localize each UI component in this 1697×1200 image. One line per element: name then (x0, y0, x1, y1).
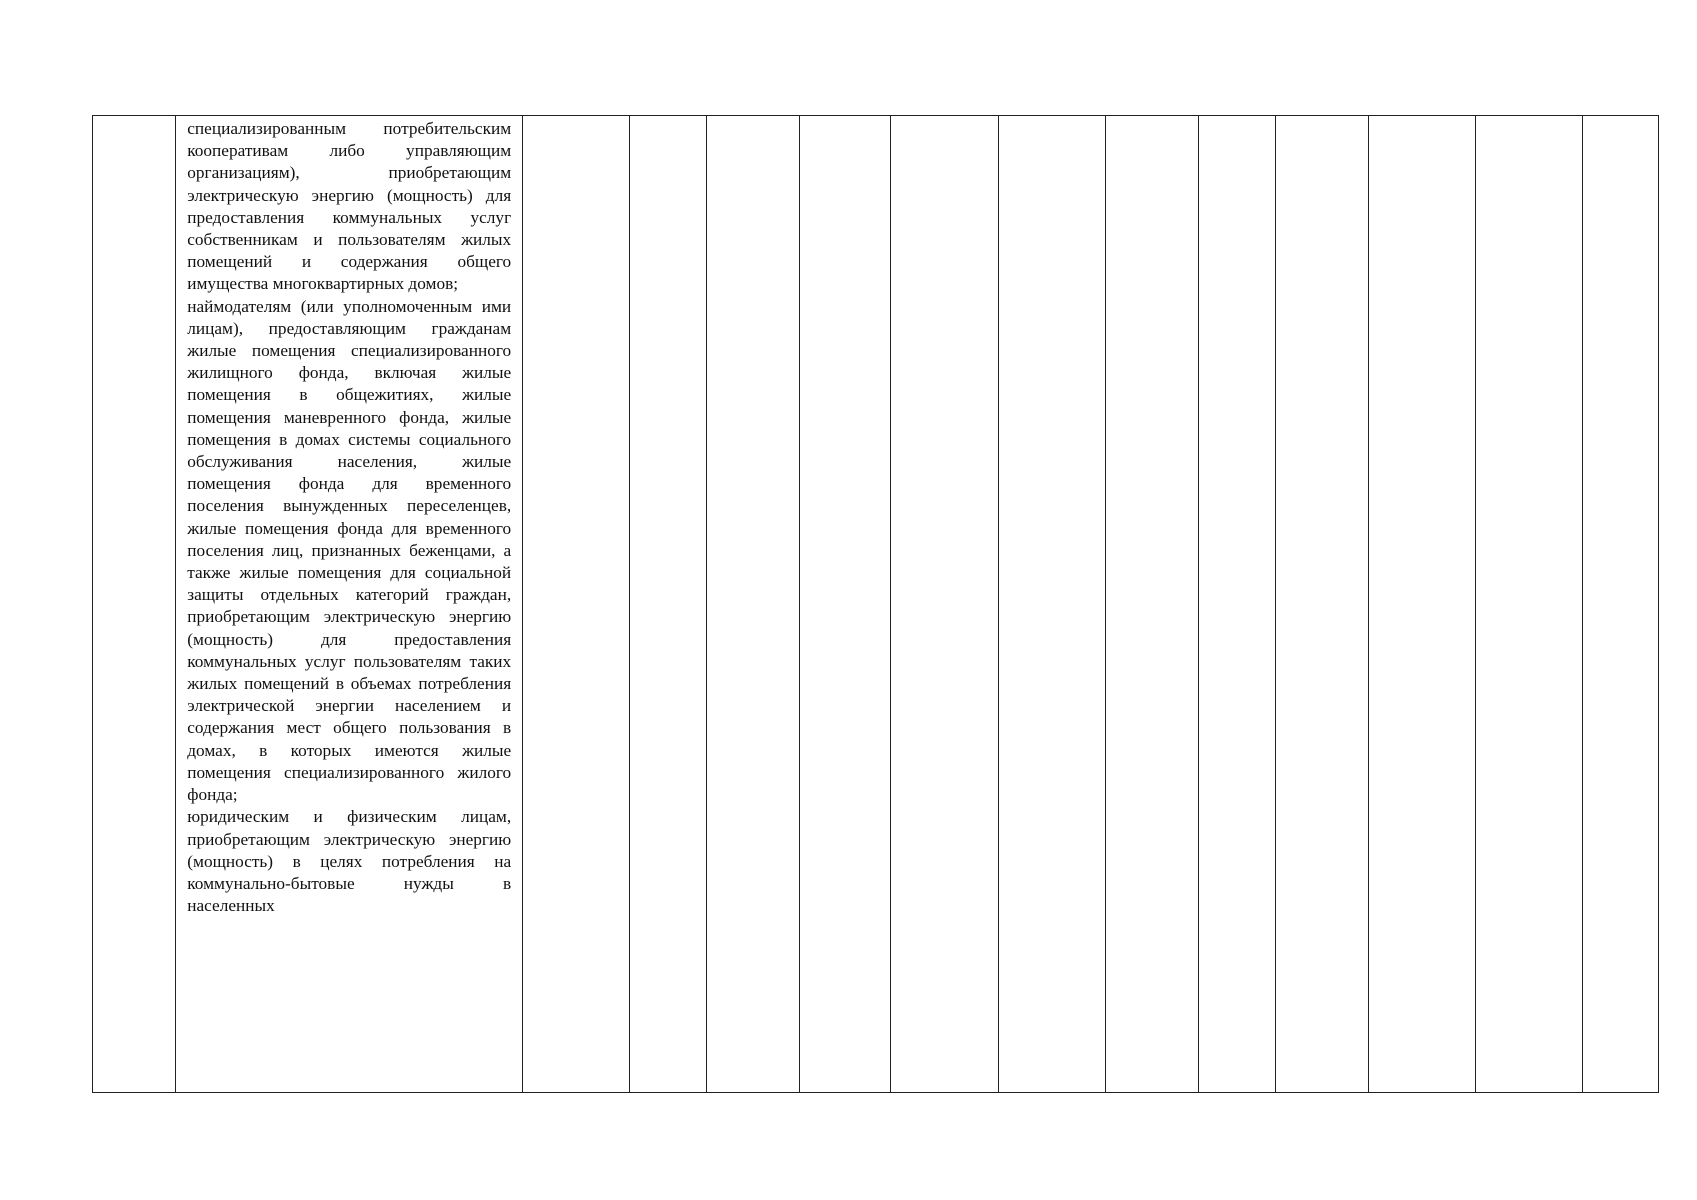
value-cell (999, 116, 1106, 1093)
value-cell (629, 116, 706, 1093)
description-paragraph: специализированным потребительским кооперативам либо управляющим организациям), приобретающим электрическую энергию (мощность) для предоставления коммунальных услуг собственникам и пользователям жилых помещений и содержания общего имущества многоквартирных домов; (187, 119, 512, 294)
value-cell (1476, 116, 1583, 1093)
description-paragraph: наймодателям (или уполномоченным ими лицам), предоставляющим гражданам жилые помещения специализированного жилищного фонда, включая жилые помещения в общежитиях, жилые помещения маневренного фонда, жилые помещения в домах системы социального обслуживания населения, жилые помещения фонда для временного поселения вынужденных переселенцев, жилые помещения фонда для временного поселения лиц, признанных беженцами, а также жилые помещения для социальной защиты отдельных категорий граждан, приобретающим электрическую энергию (мощность) для предоставления коммунальных услуг пользователям таких жилых помещений в объемах потребления электрической энергии населением и содержания мест общего пользования в домах, в которых имеются жилые помещения специализированного жилого фонда; (187, 296, 512, 805)
value-cell (706, 116, 799, 1093)
description-paragraph: юридическим и физическим лицам, приобретающим электрическую энергию (мощность) в целях потребления на коммунально-бытовые нужды в населенных (187, 807, 512, 916)
value-cell (1583, 116, 1659, 1093)
value-cell (1105, 116, 1198, 1093)
tariff-table (92, 115, 1659, 1093)
value-cell (1198, 116, 1275, 1093)
value-cell (523, 116, 630, 1093)
table-row (93, 116, 1659, 1093)
value-cell (1275, 116, 1368, 1093)
value-cell (891, 116, 999, 1093)
value-cell (799, 116, 891, 1093)
value-cell (1368, 116, 1476, 1093)
consumer-description-cell (176, 116, 523, 1093)
row-number-cell (93, 116, 176, 1093)
